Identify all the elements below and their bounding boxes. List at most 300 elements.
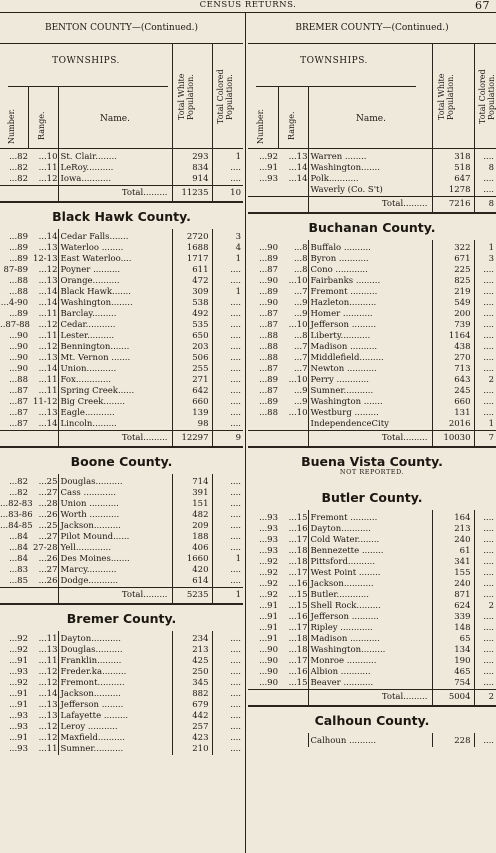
township-name: Washington ....... <box>308 397 432 408</box>
table-row <box>248 510 496 524</box>
white-population: 549 <box>432 298 474 309</box>
table-row <box>248 623 496 634</box>
table-row <box>0 521 243 532</box>
colored-population: 8 <box>488 163 494 173</box>
table-row <box>248 546 496 557</box>
table-row <box>0 419 243 431</box>
total-spacer <box>248 431 278 448</box>
township-name: LeRoy.......... <box>58 163 172 174</box>
township-range: ...18 <box>278 634 308 645</box>
township-number: ...90 <box>259 243 278 253</box>
colored-population: .... <box>483 557 494 567</box>
township-table <box>248 733 496 747</box>
header-divider <box>28 86 29 148</box>
table-row <box>0 711 243 722</box>
township-range: 12-13 <box>28 254 58 265</box>
table-row <box>0 488 243 499</box>
colored-population: .... <box>230 678 241 688</box>
white-population: 834 <box>172 163 212 174</box>
township-range: ...13 <box>28 353 58 364</box>
total-spacer <box>28 431 58 448</box>
township-range: ...13 <box>28 276 58 287</box>
township-range: ...25 <box>28 474 58 488</box>
table-row <box>0 386 243 397</box>
township-number: ...92 <box>9 634 28 644</box>
white-population: 2016 <box>432 419 474 431</box>
township-name: Newton ........... <box>308 364 432 375</box>
colored-population: .... <box>230 576 241 586</box>
township-range: ...14 <box>278 174 308 185</box>
white-population: 425 <box>172 656 212 667</box>
total-spacer <box>278 690 308 707</box>
township-range: ...10 <box>278 276 308 287</box>
number-heading: Number. <box>256 108 265 144</box>
township-range: ...10 <box>278 320 308 331</box>
table-row <box>248 656 496 667</box>
township-number: ...83-86 <box>0 510 33 520</box>
table-row <box>0 510 243 521</box>
township-range: ...17 <box>278 568 308 579</box>
colored-population: .... <box>230 667 241 677</box>
township-name: Maxfield.......... <box>58 733 172 744</box>
township-range: ...12 <box>28 667 58 678</box>
township-range: ...17 <box>278 656 308 667</box>
township-range: ...11 <box>28 331 58 342</box>
table-row <box>0 543 243 554</box>
township-range: ...9 <box>278 309 308 320</box>
white-population: 139 <box>172 408 212 419</box>
total-white-population: 5235 <box>172 588 212 605</box>
total-white-population: 11235 <box>172 186 212 203</box>
total-label: Total......... <box>58 588 172 605</box>
white-population: 1660 <box>172 554 212 565</box>
header-divider <box>308 86 309 148</box>
table-row <box>0 554 243 565</box>
township-range: ...28 <box>28 499 58 510</box>
township-number: ...87 <box>259 320 278 330</box>
township-range: 11-12 <box>28 397 58 408</box>
colored-population: .... <box>230 645 241 655</box>
township-number: ...90 <box>259 678 278 688</box>
total-spacer <box>248 197 278 214</box>
township-name: Lester.......... <box>58 331 172 342</box>
white-population: 219 <box>432 287 474 298</box>
township-table <box>0 474 243 605</box>
table-row <box>248 298 496 309</box>
township-range: ...10 <box>278 408 308 419</box>
total-spacer <box>0 186 28 203</box>
township-range: ...11 <box>28 386 58 397</box>
total-spacer <box>28 186 58 203</box>
header-divider <box>58 86 59 148</box>
township-number: ...84 <box>9 543 28 553</box>
total-label: Total......... <box>308 197 432 214</box>
township-name: Jefferson ......... <box>308 320 432 331</box>
page-number: 67 <box>475 0 490 12</box>
colored-population: .... <box>483 667 494 677</box>
township-name: Fox............. <box>58 375 172 386</box>
township-number: ...87 <box>9 397 28 407</box>
white-population: 643 <box>432 375 474 386</box>
township-name: Beaver ........... <box>308 678 432 690</box>
township-number: ...88 <box>259 408 278 418</box>
white-population: 65 <box>432 634 474 645</box>
table-row <box>0 229 243 243</box>
table-row <box>248 149 496 163</box>
township-name: Eagle........... <box>58 408 172 419</box>
white-population: 825 <box>432 276 474 287</box>
white-population: 614 <box>172 576 212 588</box>
township-range: ...7 <box>278 353 308 364</box>
white-population: 341 <box>432 557 474 568</box>
white-population: 472 <box>172 276 212 287</box>
table-row <box>248 174 496 185</box>
colored-population: .... <box>230 532 241 542</box>
township-range: ...14 <box>28 287 58 298</box>
colored-population: .... <box>230 298 241 308</box>
township-number: ...91 <box>9 656 28 666</box>
header-rule <box>256 86 416 87</box>
colored-population: 1 <box>488 243 494 253</box>
township-name: Waverly (Co. S't) <box>308 185 432 197</box>
township-number: ..87-88 <box>0 320 30 330</box>
total-row <box>0 588 243 605</box>
township-number: ...89 <box>9 243 28 253</box>
township-number: ...83 <box>9 565 28 575</box>
colored-population: .... <box>483 342 494 352</box>
township-number: ...87 <box>259 364 278 374</box>
township-number: ...82 <box>9 477 28 487</box>
table-row <box>0 678 243 689</box>
colored-population: 3 <box>235 232 241 242</box>
white-population: 660 <box>172 397 212 408</box>
colored-population: 1 <box>488 419 494 429</box>
colored-population: .... <box>483 634 494 644</box>
township-name: Pilot Mound...... <box>58 532 172 543</box>
county-heading: Butler County. <box>321 490 423 505</box>
table-row <box>248 579 496 590</box>
table-row <box>248 163 496 174</box>
table-row <box>0 700 243 711</box>
township-name: Leroy ........... <box>58 722 172 733</box>
colored-population: .... <box>230 499 241 509</box>
white-population: 420 <box>172 565 212 576</box>
township-range: ...27 <box>28 488 58 499</box>
right-column <box>248 13 496 853</box>
white-population: 155 <box>432 568 474 579</box>
township-number: ...91 <box>9 700 28 710</box>
township-name: Dodge........... <box>58 576 172 588</box>
township-name: Sumner........... <box>308 386 432 397</box>
white-population: 482 <box>172 510 212 521</box>
white-population: 322 <box>432 240 474 254</box>
white-population: 61 <box>432 546 474 557</box>
township-range: ...12 <box>28 722 58 733</box>
column-heading: BREMER COUNTY—(Continued.) <box>248 13 496 44</box>
township-name: Cono ............ <box>308 265 432 276</box>
white-population: 1278 <box>432 185 474 197</box>
township-number: ...91 <box>259 623 278 633</box>
colored-population: .... <box>483 579 494 589</box>
township-number: ...82 <box>9 174 28 184</box>
white-population: 309 <box>172 287 212 298</box>
township-number: ...92 <box>259 579 278 589</box>
colored-population: .... <box>230 733 241 743</box>
township-number: ...91 <box>259 612 278 622</box>
white-population: 506 <box>172 353 212 364</box>
table-row <box>0 342 243 353</box>
white-population: 914 <box>172 174 212 186</box>
township-range: ...9 <box>278 397 308 408</box>
township-number: ...90 <box>9 331 28 341</box>
total-label: Total......... <box>308 431 432 448</box>
township-number: ...93 <box>259 174 278 184</box>
township-number: ...89 <box>9 309 28 319</box>
white-population: 164 <box>432 510 474 524</box>
township-name: Fairbanks ......... <box>308 276 432 287</box>
white-population: 406 <box>172 543 212 554</box>
white-population: 492 <box>172 309 212 320</box>
colored-population: .... <box>483 590 494 600</box>
township-number: ...91 <box>259 601 278 611</box>
colored-population: .... <box>483 298 494 308</box>
township-number: ...89 <box>259 254 278 264</box>
township-range: ...11 <box>28 744 58 755</box>
white-population: 245 <box>432 386 474 397</box>
white-population: 318 <box>432 149 474 163</box>
township-number: ...90 <box>259 656 278 666</box>
white-population: 538 <box>172 298 212 309</box>
total-white-population: 10030 <box>432 431 474 448</box>
table-row <box>0 254 243 265</box>
township-number: ...82 <box>9 488 28 498</box>
township-name: IndependenceCity <box>308 419 432 431</box>
township-name: Perry ............ <box>308 375 432 386</box>
white-population-heading: Total White Population. <box>437 73 455 121</box>
township-name: Spring Creek...... <box>58 386 172 397</box>
colored-population: .... <box>230 488 241 498</box>
township-name: Black Hawk....... <box>58 287 172 298</box>
total-colored-population: 9 <box>212 431 243 448</box>
township-name: Ripley ............ <box>308 623 432 634</box>
township-range: ...11 <box>28 656 58 667</box>
township-number: ...4-90 <box>0 298 28 308</box>
header-divider <box>278 86 279 148</box>
table-row <box>0 287 243 298</box>
table-row <box>0 276 243 287</box>
table-header <box>0 44 243 149</box>
township-range: ...11 <box>28 375 58 386</box>
colored-population: .... <box>483 364 494 374</box>
not-reported-note: NOT REPORTED. <box>339 468 405 476</box>
colored-population: .... <box>483 678 494 688</box>
colored-population: .... <box>483 309 494 319</box>
township-name: Calhoun .......... <box>308 733 432 747</box>
township-name: Freder.ka......... <box>58 667 172 678</box>
colored-population: .... <box>230 375 241 385</box>
township-name: Jackson........... <box>308 579 432 590</box>
township-table <box>0 149 243 203</box>
township-number: ...90 <box>9 342 28 352</box>
township-range: ...12 <box>28 320 58 331</box>
township-range: ...16 <box>278 579 308 590</box>
table-row <box>248 397 496 408</box>
colored-population: .... <box>483 353 494 363</box>
township-name: Washington........ <box>58 298 172 309</box>
table-row <box>248 612 496 623</box>
name-heading: Name. <box>356 114 386 124</box>
township-number: ...92 <box>9 645 28 655</box>
township-name: Dayton........... <box>58 631 172 645</box>
township-number: ...92 <box>259 557 278 567</box>
table-row <box>0 364 243 375</box>
township-name: West Point ........ <box>308 568 432 579</box>
left-column <box>0 13 243 853</box>
white-population: 714 <box>172 474 212 488</box>
total-colored-population: 1 <box>212 588 243 605</box>
white-population: 250 <box>172 667 212 678</box>
number-heading: Number. <box>7 108 16 144</box>
township-name: Bennington....... <box>58 342 172 353</box>
header-divider <box>212 44 213 148</box>
township-name: Bennezette ........ <box>308 546 432 557</box>
colored-population: .... <box>483 535 494 545</box>
table-row <box>0 375 243 386</box>
white-population: 754 <box>432 678 474 690</box>
township-range: ...10 <box>278 375 308 386</box>
township-name: Middlefield......... <box>308 353 432 364</box>
township-range: ...18 <box>278 645 308 656</box>
white-population: 647 <box>432 174 474 185</box>
township-name: St. Clair........ <box>58 149 172 163</box>
white-population: 642 <box>172 386 212 397</box>
township-range: ...25 <box>28 521 58 532</box>
table-row <box>0 744 243 755</box>
county-heading: Boone County. <box>70 454 173 469</box>
colored-population: 1 <box>235 254 241 264</box>
header-divider <box>432 44 433 148</box>
county-heading: Black Hawk County. <box>52 209 191 224</box>
white-population: 671 <box>432 254 474 265</box>
colored-population: 1 <box>235 554 241 564</box>
township-range: ...26 <box>28 510 58 521</box>
township-range: ...14 <box>28 419 58 431</box>
total-row <box>248 431 496 448</box>
colored-population: .... <box>230 700 241 710</box>
white-population: 234 <box>172 631 212 645</box>
colored-population: .... <box>230 408 241 418</box>
white-population: 240 <box>432 535 474 546</box>
white-population: 423 <box>172 733 212 744</box>
colored-population: .... <box>230 397 241 407</box>
colored-population: .... <box>230 565 241 575</box>
colored-population: .... <box>483 736 494 746</box>
white-population: 660 <box>432 397 474 408</box>
white-population: 188 <box>172 532 212 543</box>
colored-population: 1 <box>235 287 241 297</box>
township-number <box>248 733 278 747</box>
table-row <box>0 331 243 342</box>
township-range: ...14 <box>28 689 58 700</box>
colored-population-heading: Total Colored Population. <box>216 69 234 125</box>
colored-population: .... <box>230 163 241 173</box>
township-range: ...17 <box>278 535 308 546</box>
township-name: Homer ........... <box>308 309 432 320</box>
table-row <box>0 174 243 186</box>
table-row <box>248 276 496 287</box>
township-name: Monroe ........... <box>308 656 432 667</box>
township-name: Washington....... <box>308 163 432 174</box>
township-name: Douglas.......... <box>58 645 172 656</box>
colored-population: .... <box>230 331 241 341</box>
township-name: Jackson.......... <box>58 521 172 532</box>
township-table <box>0 631 243 755</box>
township-number: ...93 <box>9 667 28 677</box>
range-heading: Range. <box>287 111 296 141</box>
white-population: 225 <box>432 265 474 276</box>
township-number: ...88 <box>259 353 278 363</box>
white-population: 1717 <box>172 254 212 265</box>
township-name: Madison ........... <box>308 634 432 645</box>
township-range: ...8 <box>278 265 308 276</box>
table-row <box>0 474 243 488</box>
township-name: Cedar Falls....... <box>58 229 172 243</box>
white-population: 210 <box>172 744 212 755</box>
township-name: Liberty........... <box>308 331 432 342</box>
township-number: ...90 <box>259 667 278 677</box>
township-number: ...91 <box>259 163 278 173</box>
white-population: 270 <box>432 353 474 364</box>
colored-population: .... <box>483 612 494 622</box>
table-row <box>248 601 496 612</box>
township-number: ...87 <box>9 408 28 418</box>
colored-population: .... <box>483 174 494 184</box>
township-number: ...90 <box>259 645 278 655</box>
name-heading: Name. <box>100 114 130 124</box>
white-population: 131 <box>432 408 474 419</box>
table-row <box>0 397 243 408</box>
table-row <box>248 524 496 535</box>
township-name: Dayton........... <box>308 524 432 535</box>
township-name: Poyner .......... <box>58 265 172 276</box>
county-heading: Calhoun County. <box>314 713 430 728</box>
township-table <box>248 149 496 214</box>
white-population: 240 <box>432 579 474 590</box>
table-row <box>248 342 496 353</box>
white-population: 200 <box>432 309 474 320</box>
township-number: ...87 <box>9 419 28 429</box>
total-white-population: 7216 <box>432 197 474 214</box>
total-label: Total......... <box>58 186 172 203</box>
colored-population: .... <box>230 744 241 754</box>
township-number: ...92 <box>259 590 278 600</box>
township-number: ...88 <box>259 331 278 341</box>
township-range: ...7 <box>278 364 308 375</box>
colored-population: .... <box>483 656 494 666</box>
township-number: ...91 <box>9 733 28 743</box>
township-range: ...14 <box>28 229 58 243</box>
table-row <box>0 309 243 320</box>
colored-population: .... <box>230 689 241 699</box>
total-label: Total......... <box>308 690 432 707</box>
township-name: Warren ........ <box>308 149 432 163</box>
township-name: Lincoln......... <box>58 419 172 431</box>
township-range: ...15 <box>278 590 308 601</box>
colored-population: .... <box>230 634 241 644</box>
township-range: ...18 <box>278 546 308 557</box>
township-name: Polk........... <box>308 174 432 185</box>
county-heading: Buena Vista County. <box>301 454 443 469</box>
